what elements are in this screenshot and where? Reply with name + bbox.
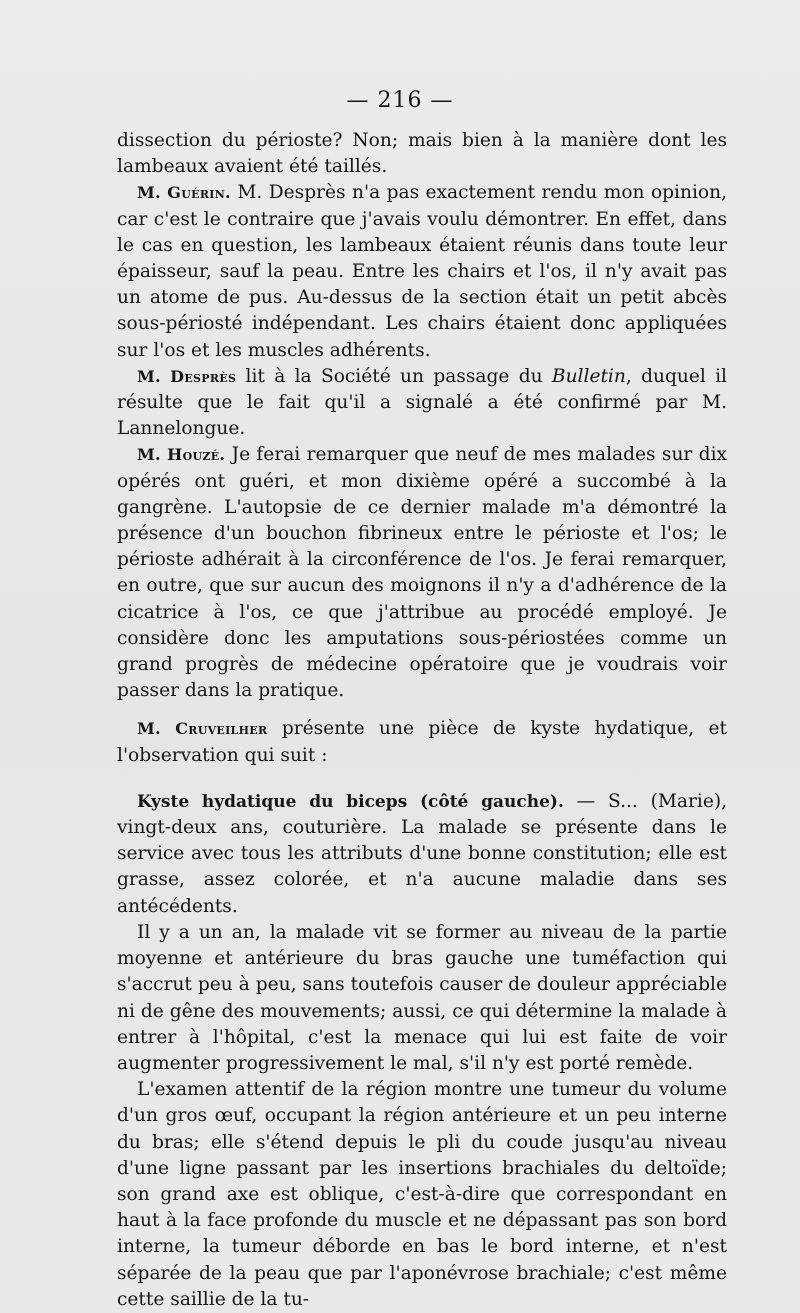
speaker-name: M. Houzé. [137,445,226,465]
paragraph-text: Je ferai remarquer que neuf de mes malades sur dix opérés ont guéri, et mon dixième opéré a succombé à la gangrène. L'autopsie de ce dernier malade m'a démontré la présence d'un bouchon fibrineux entre le périoste et l'os; le périoste adhérait à la circonférence de l'os. Je ferai remarquer, en outre, que sur aucun des moignons il n'y a d'adhérence de la cicatrice à l'os, ce que j'attribue au procédé employé. Je considère donc les amputations sous-périostées comme un grand progrès de médecine opératoire que je voudrais voir passer dans la pratique. [117,444,728,702]
paragraph-intro: dissection du périoste? Non; mais bien à la manière dont les lambeaux avaient été taillés. [117,130,727,178]
speaker-name: M. Guérin. [137,183,231,203]
speaker-name: M. Desprès [137,366,237,386]
document-body [117,128,727,1313]
bulletin-title: Bulletin [551,365,626,387]
paragraph-text: lit à la Société un passage du [245,365,543,387]
paragraph-cruveilhier [117,716,727,768]
paragraph-despres [117,364,727,443]
paragraph-text: M. Desprès n'a pas exactement rendu mon opinion, car c'est le contraire que j'avais voulu démontrer. En effet, dans le cas en question, les lambeaux étaient réunis dans toute leur épaisseur, sauf la peau. Entre les chairs et l'os, il n'y avait pas un atome de pus. Au-dessus de la section était un petit abcès sous-périosté indépendant. Les chairs étaient donc appliquées sur l'os et les muscles adhérents. [117,182,727,361]
paragraph-text: présente une pièce de kyste hydatique, et l'observation qui suit : [117,718,727,766]
paragraph-guerin [117,180,727,363]
paragraph-observation [117,789,727,920]
paragraph-houze [117,442,727,704]
paragraph-text: , duquel il résulte que le fait qu'il a signalé a été confirmé par M. Lannelongue. [117,365,727,440]
paragraph-text: — S... (Marie), vingt-deux ans, couturière. La malade se présente dans le service avec tous les attributs d'une bonne constitution; elle est grasse, assez colorée, et n'a aucune maladie dans ses antécédents. [117,790,727,917]
speaker-name: M. Cruveilher [137,719,268,739]
observation-title: Kyste hydatique du biceps (côté gauche). [137,791,564,812]
paragraph-examen: L'examen attentif de la région montre une tumeur du volume d'un gros œuf, occupant la région antérieure et un peu interne du bras; elle s'étend depuis le pli du coude jusqu'au niveau d'une ligne passant par les insertions brachiales du deltoïde; son grand axe est oblique, c'est-à-dire que correspondant en haut à la face profonde du muscle et ne dépassant pas son bord interne, la tumeur déborde en bas le bord interne, et n'est séparée de la peau que par l'aponévrose brachiale; c'est même cette saillie de la tu- [117,1079,727,1310]
page-number: — 216 — [346,88,454,113]
paragraph-history: Il y a un an, la malade vit se former au niveau de la partie moyenne et antérieure du bras gauche une tuméfaction qui s'accrut peu à peu, sans toutefois causer de douleur appréciable ni de gêne des mouvements; aussi, ce qui détermine la malade à entrer à l'hôpital, c'est la menace qui lui est faite de voir augmenter progressivement le mal, s'il n'y est porté remède. [117,921,727,1074]
